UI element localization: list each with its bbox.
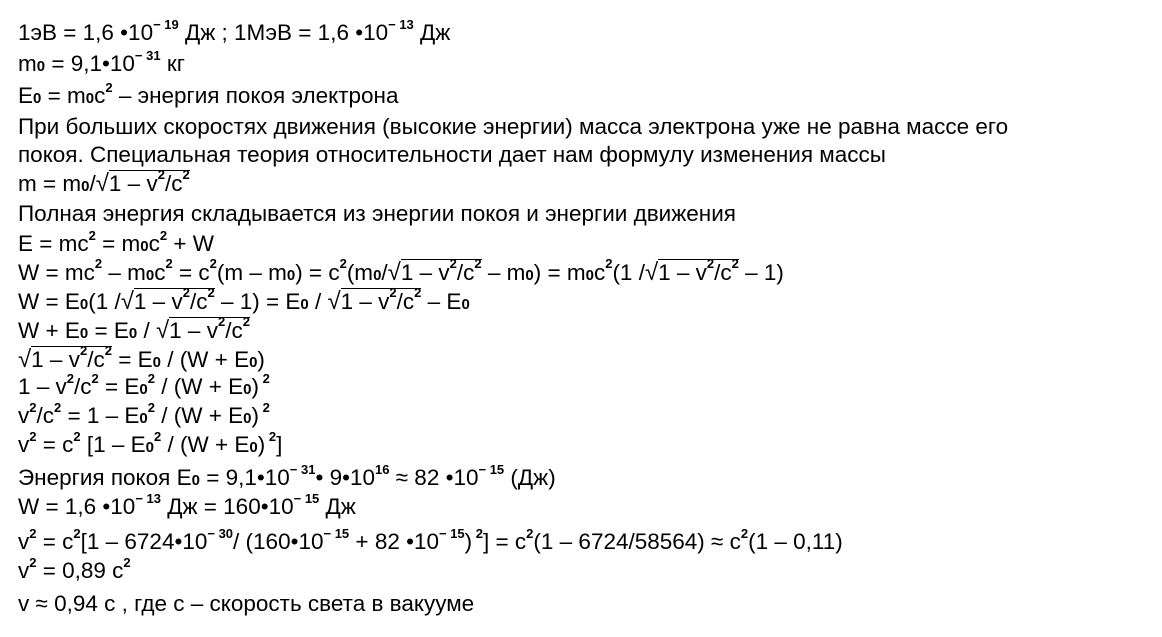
line-19: $v^2 = 0,89$ $c^2$ bbox=[18, 555, 131, 583]
line-12: $√1 - v^2/c^2 = E0 / (W + E0)$ bbox=[18, 343, 265, 373]
line-11: $W + E0 = E0 / √1 - v^2/c^2$ bbox=[18, 314, 250, 344]
line-07: Полная энергия складывается из энергии покоя и энергии движения bbox=[18, 201, 736, 226]
line-10: W = E0(1 $/√1 - v^2/c^2 - 1) = E0 / √1 - v^2/c^2 - E0$ bbox=[18, 285, 470, 315]
line-06: $m = m0/√1 - v^2/c^2$ bbox=[18, 167, 190, 197]
line-13: $1 - v^2/c^2 = E0^2 / (W + E0)$ $^2$ bbox=[18, 371, 270, 399]
line-04: При больших скоростях движения (высокие энергии) масса электрона уже не равна массе его bbox=[18, 114, 1009, 139]
line-17: W = 1,6 $•10^{- 13}$ Дж = $160•10^{- 15}$ Дж bbox=[18, 491, 356, 519]
line-20: v ≈ 0,94 c , где с – скорость света в вакууме bbox=[18, 591, 475, 616]
line-09: $W = mc^2 - m0c^2 = c^2(m - m0) = c^2(m0/√1 - v^2/c^2 - m0) = m0c^2(1$ $/√1 - v^2/c^2 - 1$) bbox=[18, 256, 784, 286]
line-03: $E0 = m0c^2$ – энергия покоя электрона bbox=[18, 80, 399, 108]
line-02: $m0 = 9,1•10^{- 31}$ кг bbox=[18, 48, 185, 76]
line-15: $v^2 = c^2$ [$1 - E0^2 / (W + E0)$ $^2$] bbox=[18, 429, 283, 457]
line-08: $E = mc^2 = m0c^2 + W$ bbox=[18, 228, 214, 256]
line-14: $v^2/c^2 = 1 - E0^2 / (W + E0)$ $^2$ bbox=[18, 400, 270, 428]
line-05: покоя. Специальная теория относительности дает нам формулу изменения массы bbox=[18, 142, 886, 167]
line-18: $v^2 = c^2[1$ – $6724•10^{- 30}/$ ($160•10^{- 15} + 82$ $•10^{- 15}$) $^2] = c^2(1 - 6724/58564) \approx c^2(1 - 0,11)$ bbox=[18, 526, 843, 554]
line-01: 1эВ = 1,6 $•10^{- 19}$ Дж ; 1МэВ = 1,6 $•10^{- 13}$ Дж bbox=[18, 17, 451, 45]
line-16: Энергия покоя $E0 = 9,1•10^{- 31}•$ $9•10^{16} \approx 82$ $•10^{- 15}$ (Дж) bbox=[18, 462, 556, 490]
